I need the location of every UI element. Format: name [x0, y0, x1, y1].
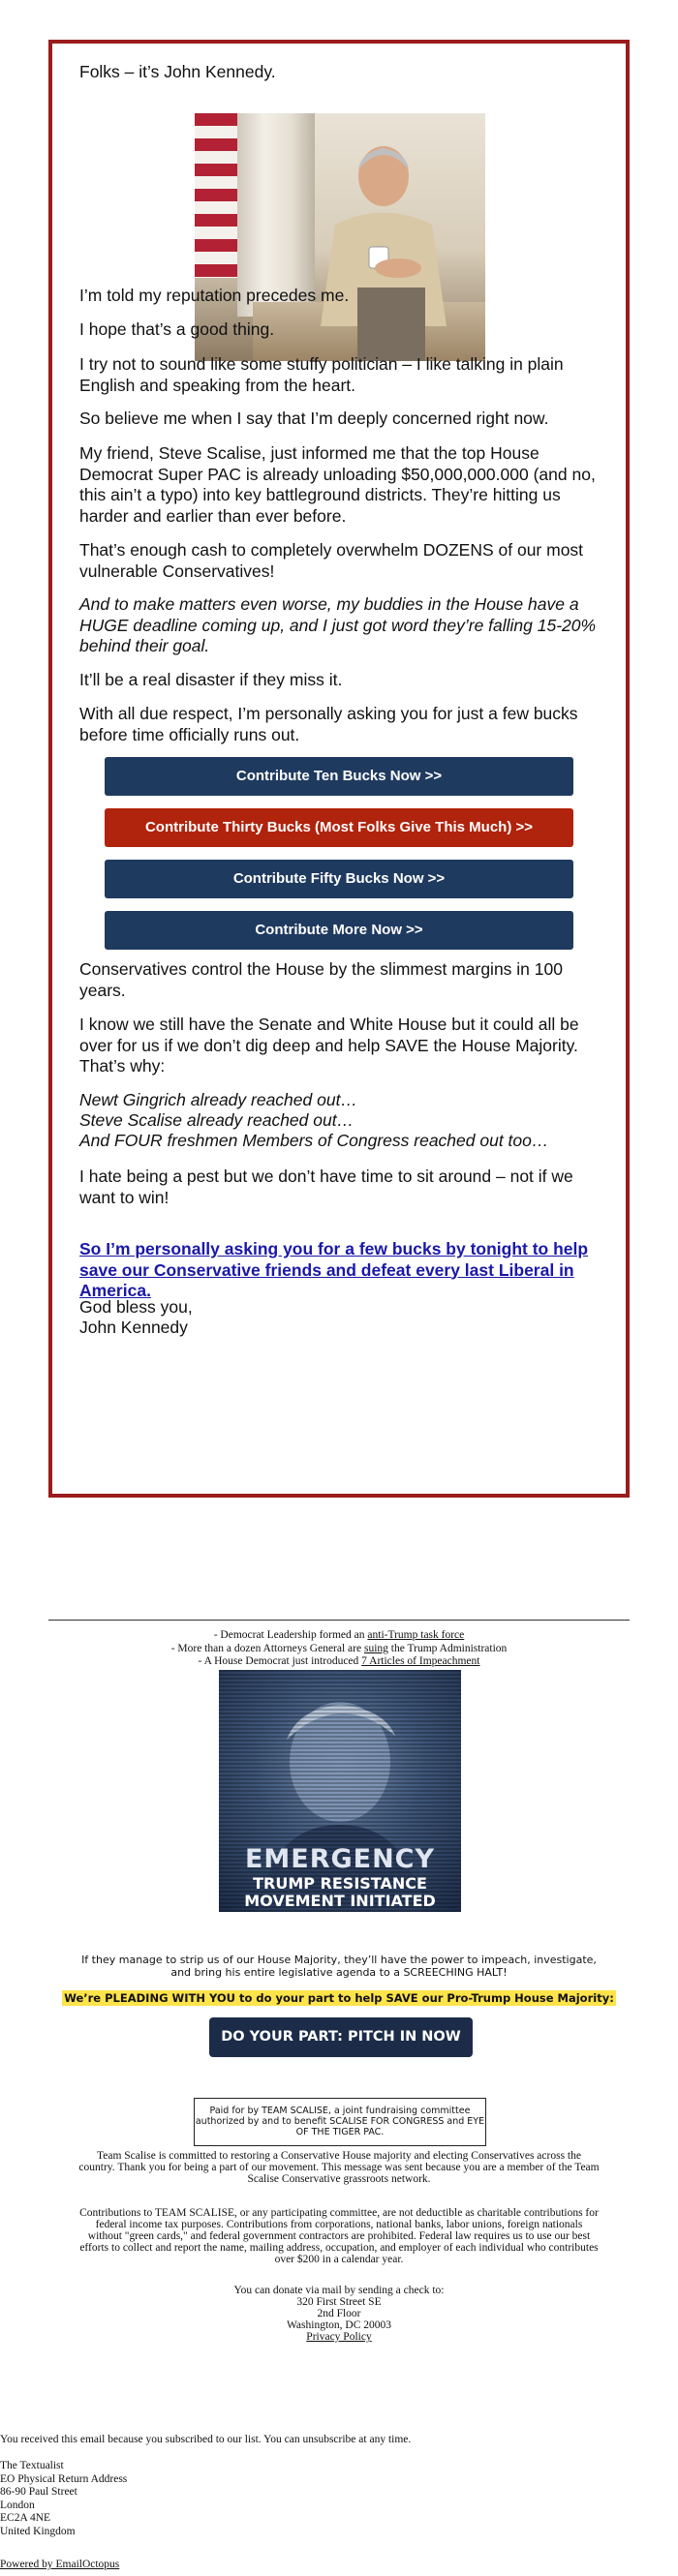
org-line: EC2A 4NE — [0, 2512, 51, 2524]
paragraph-pest: I hate being a pest but we don’t have time to sit around – not if we want to win! — [79, 1167, 573, 1207]
paragraph-concerned: So believe me when I say that I’m deeply concerned right now. — [79, 409, 549, 428]
powered-by-emailoctopus-link[interactable]: Powered by EmailOctopus — [0, 2559, 120, 2570]
paragraph-disaster: It’ll be a real disaster if they miss it. — [79, 670, 343, 689]
sender-address-block — [0, 2460, 678, 2538]
subscription-notice: You received this email because you subscribed to our list. You can unsubscribe at any time. — [0, 2434, 412, 2445]
impeachment-link[interactable]: 7 Articles of Impeachment — [361, 1655, 480, 1667]
pitch-in-now-button[interactable]: DO YOUR PART: PITCH IN NOW — [209, 2017, 473, 2057]
signature: John Kennedy — [79, 1318, 188, 1337]
contribute-ten-button[interactable]: Contribute Ten Bucks Now >> — [105, 757, 573, 796]
manage-warning: If they manage to strip us of our House Majority, they’ll have the power to impeach, investigate, and bring his entire legislative agenda to a SCREECHING HALT! — [81, 1954, 597, 1979]
paragraph-slim-margins: Conservatives control the House by the slimmest margins in 100 years. — [79, 959, 563, 1000]
greeting: Folks – it’s John Kennedy. — [79, 62, 276, 81]
letter-frame — [48, 40, 630, 1498]
contributions-disclaimer: Contributions to TEAM SCALISE, or any participating committee, are not deductible as charitable contributions for federal income tax purposes. Contributions from corporations, national banks, labor unions, foreign nationals without "green cards," and federal government contractors are prohibited. Federal law requires us to use our best efforts to collect and report the name, mailing address, occupation, and employer of each individual who contributes over $200 in a calendar year. — [79, 2207, 599, 2265]
paragraph-overwhelm: That’s enough cash to completely overwhelm DOZENS of our most vulnerable Conservatives! — [79, 540, 584, 581]
american-flag-icon — [195, 113, 237, 278]
emergency-subtitle-2: MOVEMENT INITIATED — [244, 1892, 436, 1910]
committee-statement: Team Scalise is committed to restoring a Conservative House majority and electing Conservatives across the country. Thank you for being a part of our movement. This message was sent because you are a member of the Team Scalise Conservative grassroots network. — [78, 2150, 600, 2185]
alerts-block — [48, 1629, 630, 1669]
org-line: The Textualist — [0, 2460, 64, 2471]
address-line: Washington, DC 20003 — [286, 2319, 391, 2331]
suing-link[interactable]: suing — [363, 1642, 388, 1654]
paragraph-plain-english: I try not to sound like some stuffy politician – I like talking in plain English and speaking from the heart. — [79, 354, 564, 395]
alert-text: - A House Democrat just introduced — [198, 1655, 362, 1667]
alert-line-impeachment — [48, 1655, 630, 1669]
paragraph-hope: I hope that’s a good thing. — [79, 319, 275, 339]
pleading-highlight: We’re PLEADING WITH YOU to do your part to help SAVE our Pro-Trump House Majority: — [64, 1991, 614, 2005]
alert-text: - More than a dozen Attorneys General are — [170, 1642, 364, 1654]
emergency-subtitle-1: TRUMP RESISTANCE — [253, 1874, 427, 1893]
mail-donation-block — [48, 2285, 630, 2343]
personally-asking-link[interactable]: So I’m personally asking you for a few bucks by tonight to help save our Conservative friends and defeat every last Liberal in America. — [79, 1239, 589, 1300]
pleading-line — [48, 1991, 630, 2005]
contribute-thirty-button[interactable]: Contribute Thirty Bucks (Most Folks Give This Much) >> — [105, 808, 573, 847]
address-line: 2nd Floor — [317, 2308, 361, 2319]
signoff: God bless you, — [79, 1297, 193, 1317]
alert-text: - Democrat Leadership formed an — [213, 1629, 368, 1641]
task-force-link[interactable]: anti-Trump task force — [367, 1629, 465, 1641]
address-line: 320 First Street SE — [296, 2296, 382, 2308]
paragraph-deadline: And to make matters even worse, my buddies in the House have a HUGE deadline coming up, and I just got word they’re falling 15-20% behind their goal. — [79, 594, 597, 655]
paragraph-asking: With all due respect, I’m personally asking you for just a few bucks before time officially runs out. — [79, 704, 578, 744]
alert-text: the Trump Administration — [387, 1642, 508, 1654]
privacy-policy-link[interactable]: Privacy Policy — [306, 2331, 372, 2343]
alert-line-task-force — [48, 1629, 630, 1643]
emergency-title: EMERGENCY — [244, 1844, 436, 1874]
org-line: EO Physical Return Address — [0, 2472, 128, 2485]
emergency-graphic[interactable] — [219, 1670, 461, 1912]
org-line: London — [0, 2499, 35, 2511]
paragraph-super-pac: My friend, Steve Scalise, just informed me that the top House Democrat Super PAC is already unloading $50,000,000.000 (and no, this ain’t a typo) into key battleground districts. They’re hitting us harder and earlier than ever before. — [79, 443, 596, 526]
contribute-fifty-button[interactable]: Contribute Fifty Bucks Now >> — [105, 860, 573, 898]
italic-line-freshmen: And FOUR freshmen Members of Congress reached out too… — [79, 1131, 549, 1150]
org-line: 86-90 Paul Street — [0, 2486, 77, 2498]
contribute-more-button[interactable]: Contribute More Now >> — [105, 911, 573, 950]
alert-line-suing — [48, 1643, 630, 1656]
paid-for-disclaimer: Paid for by TEAM SCALISE, a joint fundraising committee authorized by and to benefit SCALISE FOR CONGRESS and EYE OF THE TIGER PAC. — [194, 2098, 486, 2146]
paragraph-reputation: I’m told my reputation precedes me. — [79, 286, 350, 305]
org-line: United Kingdom — [0, 2525, 76, 2537]
italic-line-gingrich: Newt Gingrich already reached out… — [79, 1090, 357, 1109]
paragraph-save-majority: I know we still have the Senate and White House but it could all be over for us if we don’t dig deep and help SAVE the House Majority. That’s why: — [79, 1015, 579, 1076]
italic-line-scalise: Steve Scalise already reached out… — [79, 1110, 354, 1130]
section-divider — [48, 1620, 630, 1621]
mail-intro: You can donate via mail by sending a check to: — [233, 2285, 445, 2296]
